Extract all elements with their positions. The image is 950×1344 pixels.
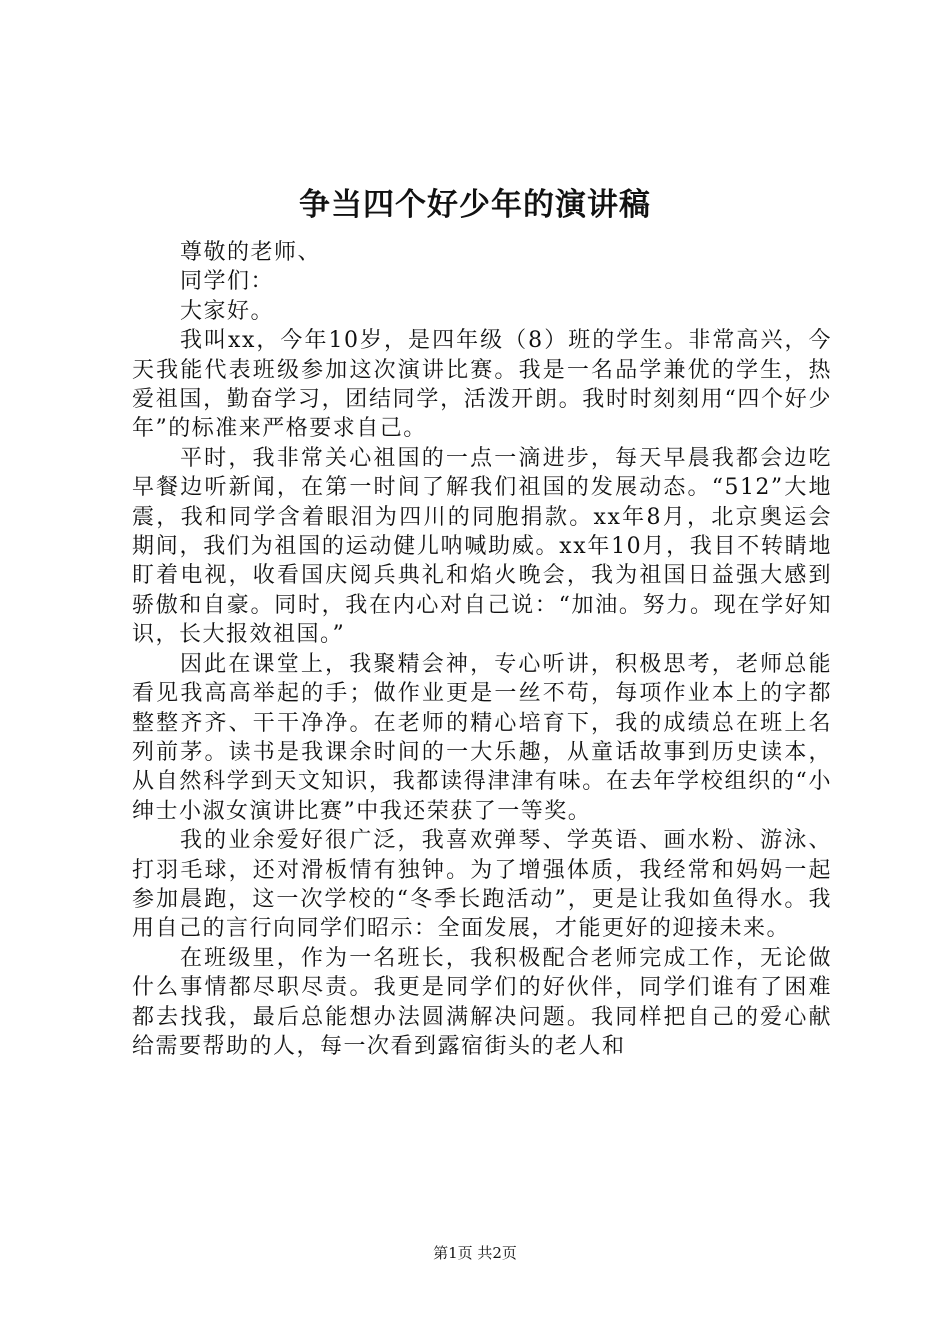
paragraph-class-monitor: 在班级里，作为一名班长，我积极配合老师完成工作，无论做什么事情都尽职尽责。我更是同学们的好伙伴，同学们谁有了困难都去找我，最后总能想办法圆满解决问题。我同样把自己的爱心献给需要帮助的人，每一次看到露宿街头的老人和	[132, 945, 832, 1059]
paragraph-hobbies: 我的业余爱好很广泛，我喜欢弹琴、学英语、画水粉、游泳、打羽毛球，还对滑板情有独钟。为了增强体质，我经常和妈妈一起参加晨跑，这一次学校的“冬季长跑活动”，更是让我如鱼得水。我用自己的言行向同学们昭示：全面发展，才能更好的迎接未来。	[132, 828, 832, 942]
salutation-line-1: 尊敬的老师、	[180, 240, 322, 265]
paragraph-study: 因此在课堂上，我聚精会神，专心听讲，积极思考，老师总能看见我高高举起的手；做作业更是一丝不苟，每项作业本上的字都整整齐齐、干干净净。在老师的精心培育下，我的成绩总在班上名列前茅。读书是我课余时间的一大乐趣，从童话故事到历史读本，从自然科学到天文知识，我都读得津津有味。在去年学校组织的“小绅士小淑女演讲比赛”中我还荣获了一等奖。	[132, 651, 832, 824]
greeting: 大家好。	[180, 298, 275, 324]
page-number-footer: 第1页 共2页	[433, 1244, 517, 1262]
document-title: 争当四个好少年的演讲稿	[299, 187, 651, 223]
paragraph-patriotism: 平时，我非常关心祖国的一点一滴进步，每天早晨我都会边吃早餐边听新闻，在第一时间了解我们祖国的发展动态。“512”大地震，我和同学含着眼泪为四川的同胞捐款。xx年8月，北京奥运会期间，我们为祖国的运动健儿呐喊助威。xx年10月，我目不转睛地盯着电视，收看国庆阅兵典礼和焰火晚会，我为祖国日益强大感到骄傲和自豪。同时，我在内心对自己说：“加油。努力。现在学好知识，长大报效祖国。”	[132, 445, 832, 648]
document-body	[132, 238, 832, 1061]
salutation-line-2: 同学们：	[180, 269, 275, 295]
paragraph-introduction: 我叫xx，今年10岁，是四年级（8）班的学生。非常高兴，今天我能代表班级参加这次演讲比赛。我是一名品学兼优的学生，热爱祖国，勤奋学习，团结同学，活泼开朗。我时时刻刻用“四个好少年”的标准来严格要求自己。	[132, 328, 832, 442]
